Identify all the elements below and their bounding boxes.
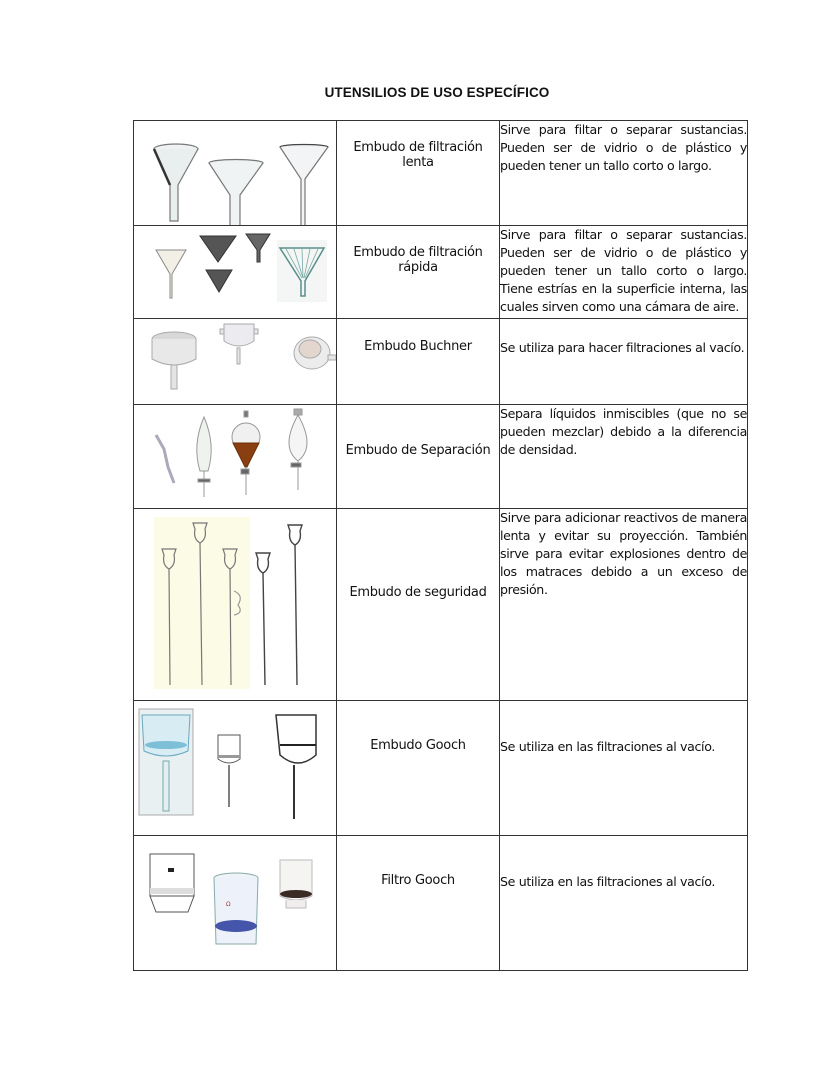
utensil-name: Embudo de filtración lenta xyxy=(337,121,500,226)
utensil-name: Embudo Gooch xyxy=(337,701,500,836)
image-cell xyxy=(134,405,337,509)
image-cell xyxy=(134,121,337,226)
glass-funnels-image xyxy=(134,121,336,225)
image-cell xyxy=(134,836,337,971)
image-cell xyxy=(134,226,337,319)
utensil-description: Se utiliza en las filtraciones al vacío. xyxy=(500,836,748,971)
table-row xyxy=(134,226,748,319)
image-cell xyxy=(134,319,337,405)
gooch-funnels-image xyxy=(134,701,336,835)
buchner-funnels-image xyxy=(134,319,336,404)
utensil-name: Filtro Gooch xyxy=(337,836,500,971)
safety-funnels-image xyxy=(134,509,336,700)
table-row xyxy=(134,121,748,226)
svg-text:Ω: Ω xyxy=(226,901,231,908)
gooch-filters-image xyxy=(134,836,336,970)
utensil-name: Embudo de Separación xyxy=(337,405,500,509)
utensil-description: Se utiliza para hacer filtraciones al vacío. xyxy=(500,319,748,405)
utensil-description: Sirve para adicionar reactivos de manera lenta y evitar su proyección. También sirve para evitar explosiones dentro de los matraces debido a un exceso de presión. xyxy=(500,509,748,701)
table-row xyxy=(134,509,748,701)
utensil-name: Embudo de seguridad xyxy=(337,509,500,701)
utensil-description: Sirve para filtar o separar sustancias. Pueden ser de vidrio o de plástico y pueden tener un tallo corto o largo. xyxy=(500,121,748,226)
utensil-description: Sirve para filtar o separar sustancias. Pueden ser de vidrio o de plástico y pueden tener un tallo corto o largo. Tiene estrías en la superficie interna, las cuales sirven como una cámara de aire. xyxy=(500,226,748,319)
ribbed-funnels-image xyxy=(134,226,336,318)
utensil-name: Embudo Buchner xyxy=(337,319,500,405)
image-cell xyxy=(134,509,337,701)
utensil-description: Separa líquidos inmiscibles (que no se pueden mezclar) debido a la diferencia de densidad. xyxy=(500,405,748,509)
table-row xyxy=(134,319,748,405)
separatory-funnels-image xyxy=(134,405,336,508)
table-row xyxy=(134,836,748,971)
utensil-description: Se utiliza en las filtraciones al vacío. xyxy=(500,701,748,836)
table-row xyxy=(134,701,748,836)
image-cell xyxy=(134,701,337,836)
page-title: UTENSILIOS DE USO ESPECÍFICO xyxy=(324,85,550,100)
table-row xyxy=(134,405,748,509)
utensil-name: Embudo de filtración rápida xyxy=(337,226,500,319)
utensils-table xyxy=(133,120,748,971)
